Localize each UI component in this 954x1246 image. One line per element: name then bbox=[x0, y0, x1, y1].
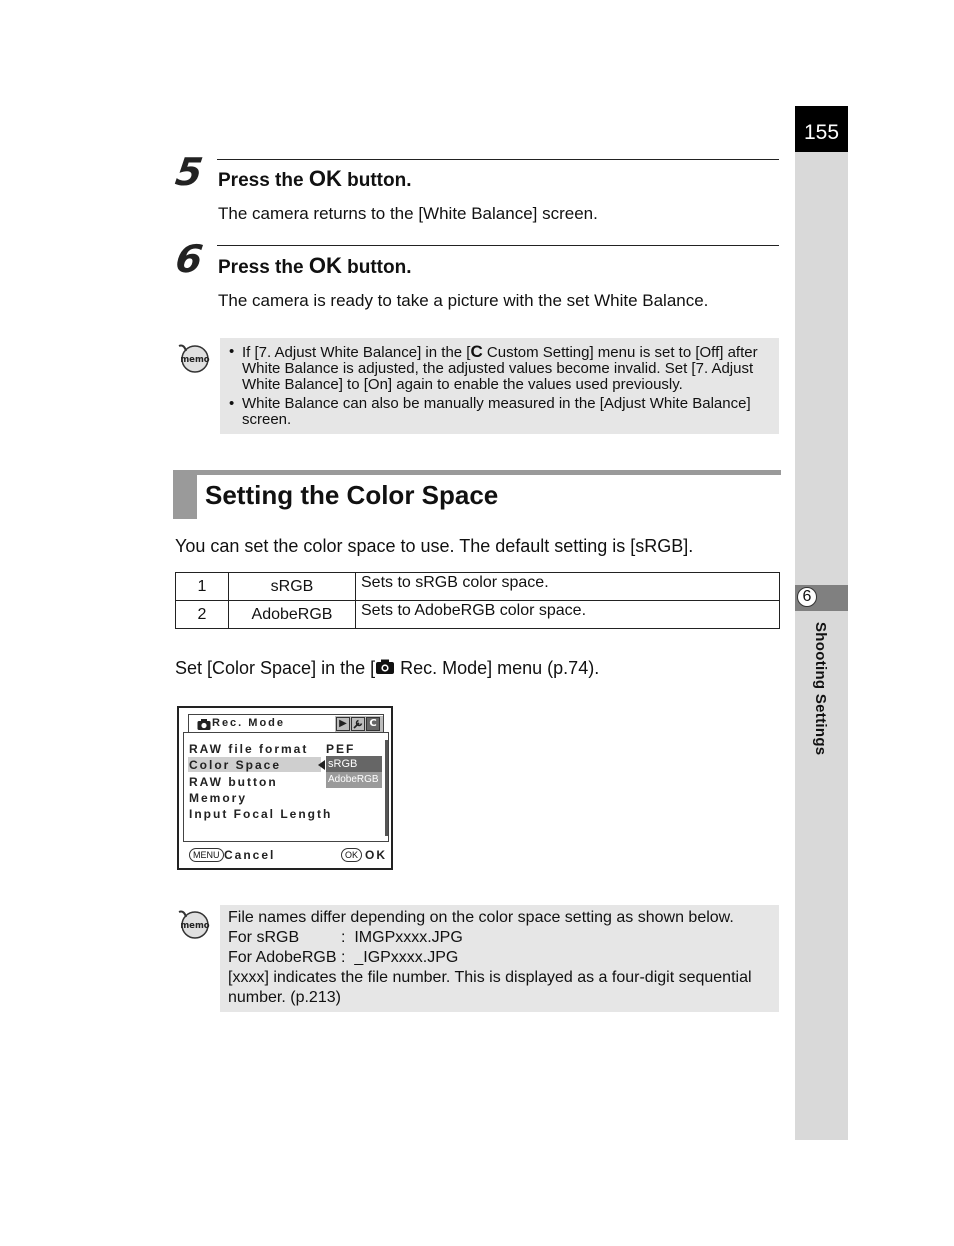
filename-value: IMGPxxxx.JPG bbox=[354, 929, 463, 946]
instruction-text: Set [Color Space] in the [ Rec. Mode] menu (p.74). bbox=[175, 658, 600, 678]
menu-tab-label: Rec. Mode bbox=[212, 717, 286, 729]
table-cell-name: sRGB bbox=[229, 573, 356, 601]
option-adobergb[interactable]: AdobeRGB bbox=[326, 772, 382, 788]
section-rule bbox=[173, 470, 781, 475]
menu-item[interactable]: Input Focal Length bbox=[189, 807, 333, 821]
step-heading: Press the OK button. bbox=[218, 166, 412, 191]
option-srgb[interactable]: sRGB bbox=[326, 756, 382, 772]
arrow-left-icon bbox=[318, 760, 325, 770]
menu-item[interactable]: Memory bbox=[189, 791, 248, 805]
custom-tab-icon: C bbox=[366, 717, 380, 731]
menu-item[interactable]: RAW file format bbox=[189, 742, 309, 756]
step-heading: Press the OK button. bbox=[218, 253, 412, 278]
table-cell-description: Sets to sRGB color space. bbox=[356, 573, 780, 601]
section-title: Setting the Color Space bbox=[205, 480, 499, 510]
table-cell-number: 1 bbox=[176, 573, 229, 601]
step-description: The camera is ready to take a picture with the set White Balance. bbox=[218, 291, 709, 310]
ok-label[interactable]: OK bbox=[365, 848, 387, 862]
step-description: The camera returns to the [White Balance] screen. bbox=[218, 204, 598, 223]
section-intro: You can set the color space to use. The default setting is [sRGB]. bbox=[175, 536, 694, 556]
memo-icon bbox=[176, 342, 210, 376]
table-cell-number: 2 bbox=[176, 601, 229, 629]
step-number: 5 bbox=[172, 150, 206, 194]
scrollbar[interactable] bbox=[385, 740, 388, 836]
ok-button-icon: OK bbox=[308, 253, 342, 278]
table-cell-name: AdobeRGB bbox=[229, 601, 356, 629]
ok-button-icon: OK bbox=[308, 166, 342, 191]
chapter-number: 6 bbox=[797, 587, 817, 607]
color-space-table bbox=[175, 572, 780, 629]
filename-row: For AdobeRGB : _IGPxxxx.JPG bbox=[228, 949, 459, 966]
memo-item: • If [7. Adjust White Balance] in the [C Custom Setting] menu is set to [Off] after White Balance is adjusted, the adjusted values become invalid. Set [7. Adjust White Balance] to [On] again to enable the values used previously. bbox=[222, 344, 771, 393]
page-number: 155 bbox=[795, 106, 848, 152]
menu-item-value: PEF bbox=[326, 742, 356, 756]
svg-text:memo: memo bbox=[180, 355, 210, 365]
memo-line: File names differ depending on the color space setting as shown below. bbox=[228, 909, 734, 926]
step-divider bbox=[217, 245, 779, 246]
filename-row: For sRGB : IMGPxxxx.JPG bbox=[228, 929, 463, 946]
cancel-label[interactable]: Cancel bbox=[224, 848, 276, 862]
section-marker bbox=[173, 470, 197, 519]
svg-text:memo: memo bbox=[180, 921, 210, 931]
filename-label: For sRGB bbox=[228, 929, 300, 946]
menu-key-icon: MENU bbox=[189, 848, 224, 862]
chapter-title: Shooting Settings bbox=[812, 622, 829, 756]
playback-icon: ▶ bbox=[336, 717, 350, 731]
filename-value: _IGPxxxx.JPG bbox=[354, 949, 459, 966]
memo-box bbox=[220, 905, 779, 1012]
step-number: 6 bbox=[172, 237, 206, 281]
memo-line: [xxxx] indicates the file number. This is displayed as a four-digit sequential number. (p.213) bbox=[228, 969, 752, 1006]
camera-icon bbox=[375, 658, 395, 678]
memo-box bbox=[220, 338, 779, 434]
custom-setting-icon: C bbox=[470, 342, 483, 361]
wrench-icon bbox=[351, 717, 365, 731]
menu-item-selected[interactable]: Color Space bbox=[189, 758, 282, 772]
camera-menu-screen bbox=[177, 706, 393, 870]
table-row bbox=[176, 573, 780, 601]
ok-key-icon: OK bbox=[341, 848, 362, 862]
memo-icon bbox=[176, 908, 210, 942]
filename-label: For AdobeRGB bbox=[228, 949, 337, 966]
table-row bbox=[176, 601, 780, 629]
table-cell-description: Sets to AdobeRGB color space. bbox=[356, 601, 780, 629]
memo-item: • White Balance can also be manually measured in the [Adjust White Balance] screen. bbox=[222, 396, 771, 428]
menu-item[interactable]: RAW button bbox=[189, 775, 278, 789]
step-divider bbox=[217, 159, 779, 160]
